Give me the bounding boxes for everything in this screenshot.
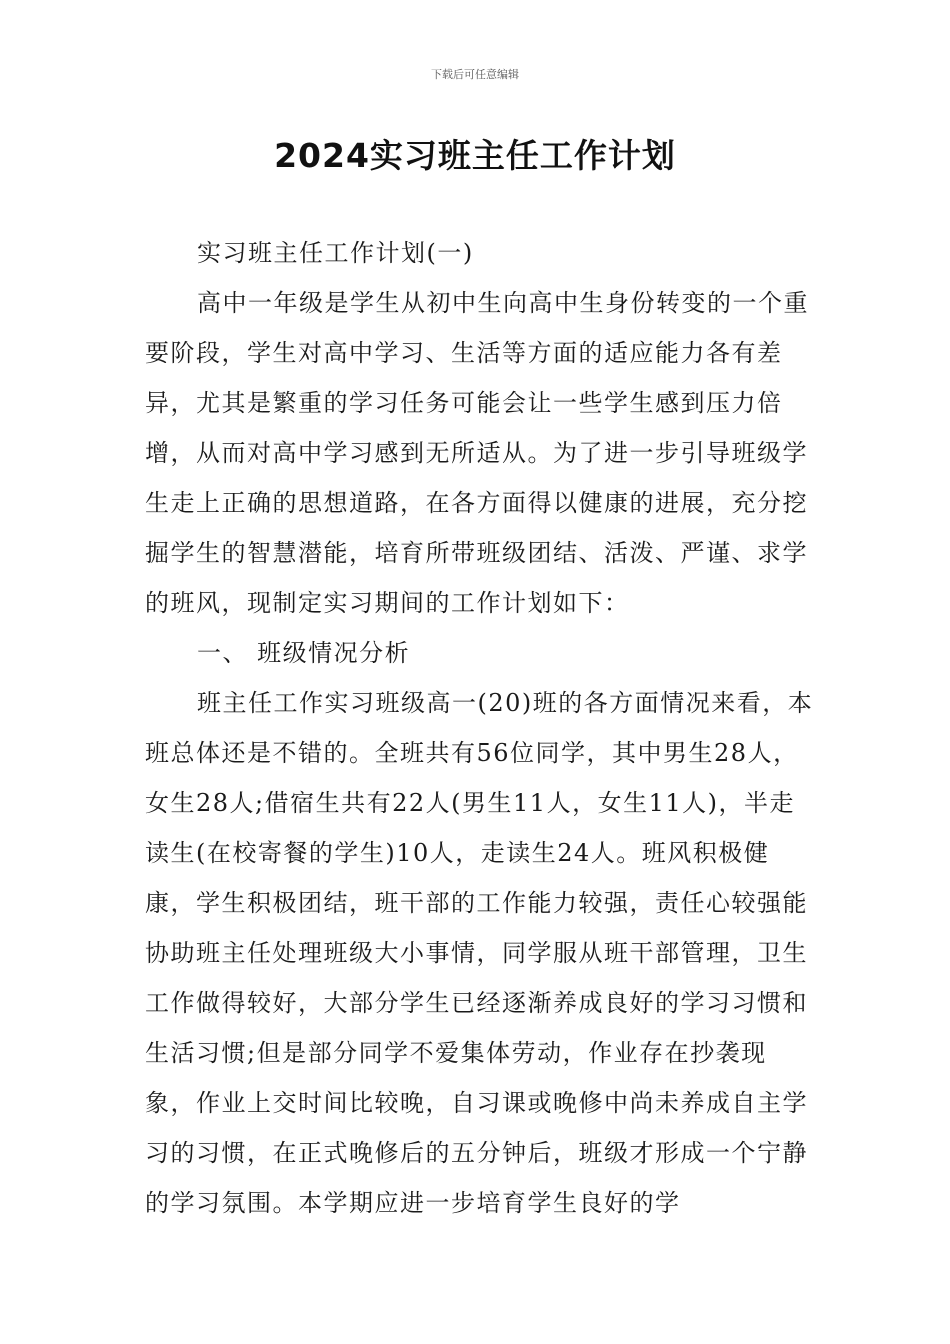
document-title: 2024实习班主任工作计划 bbox=[274, 136, 676, 175]
section-heading: 一、 班级情况分析 bbox=[197, 639, 411, 667]
header-note: 下载后可任意编辑 bbox=[431, 68, 519, 81]
document-body bbox=[145, 228, 815, 1228]
class-analysis-paragraph: 班主任工作实习班级高一(20)班的各方面情况来看，本班总体还是不错的。全班共有56位同学，其中男生28人，女生28人;借宿生共有22人(男生11人，女生11人)，半走读生(在校寄餐的学生)10人，走读生24人。班风积极健康，学生积极团结，班干部的工作能力较强，责任心较强能协助班主任处理班级大小事情，同学服从班干部管理，卫生工作做得较好，大部分学生已经逐渐养成良好的学习习惯和生活习惯;但是部分同学不爱集体劳动，作业存在抄袭现象，作业上交时间比较晚，自习课或晚修中尚未养成自主学习的习惯，在正式晚修后的五分钟后，班级才形成一个宁静的学习氛围。本学期应进一步培育学生良好的学 bbox=[145, 689, 814, 1217]
intro-paragraph: 高中一年级是学生从初中生向高中生身份转变的一个重要阶段，学生对高中学习、生活等方面的适应能力各有差异，尤其是繁重的学习任务可能会让一些学生感到压力倍增，从而对高中学习感到无所适从。为了进一步引导班级学生走上正确的思想道路，在各方面得以健康的进展，充分挖掘学生的智慧潜能，培育所带班级团结、活泼、严谨、求学的班风，现制定实习期间的工作计划如下： bbox=[145, 289, 809, 617]
section-subtitle: 实习班主任工作计划(一) bbox=[197, 239, 474, 267]
